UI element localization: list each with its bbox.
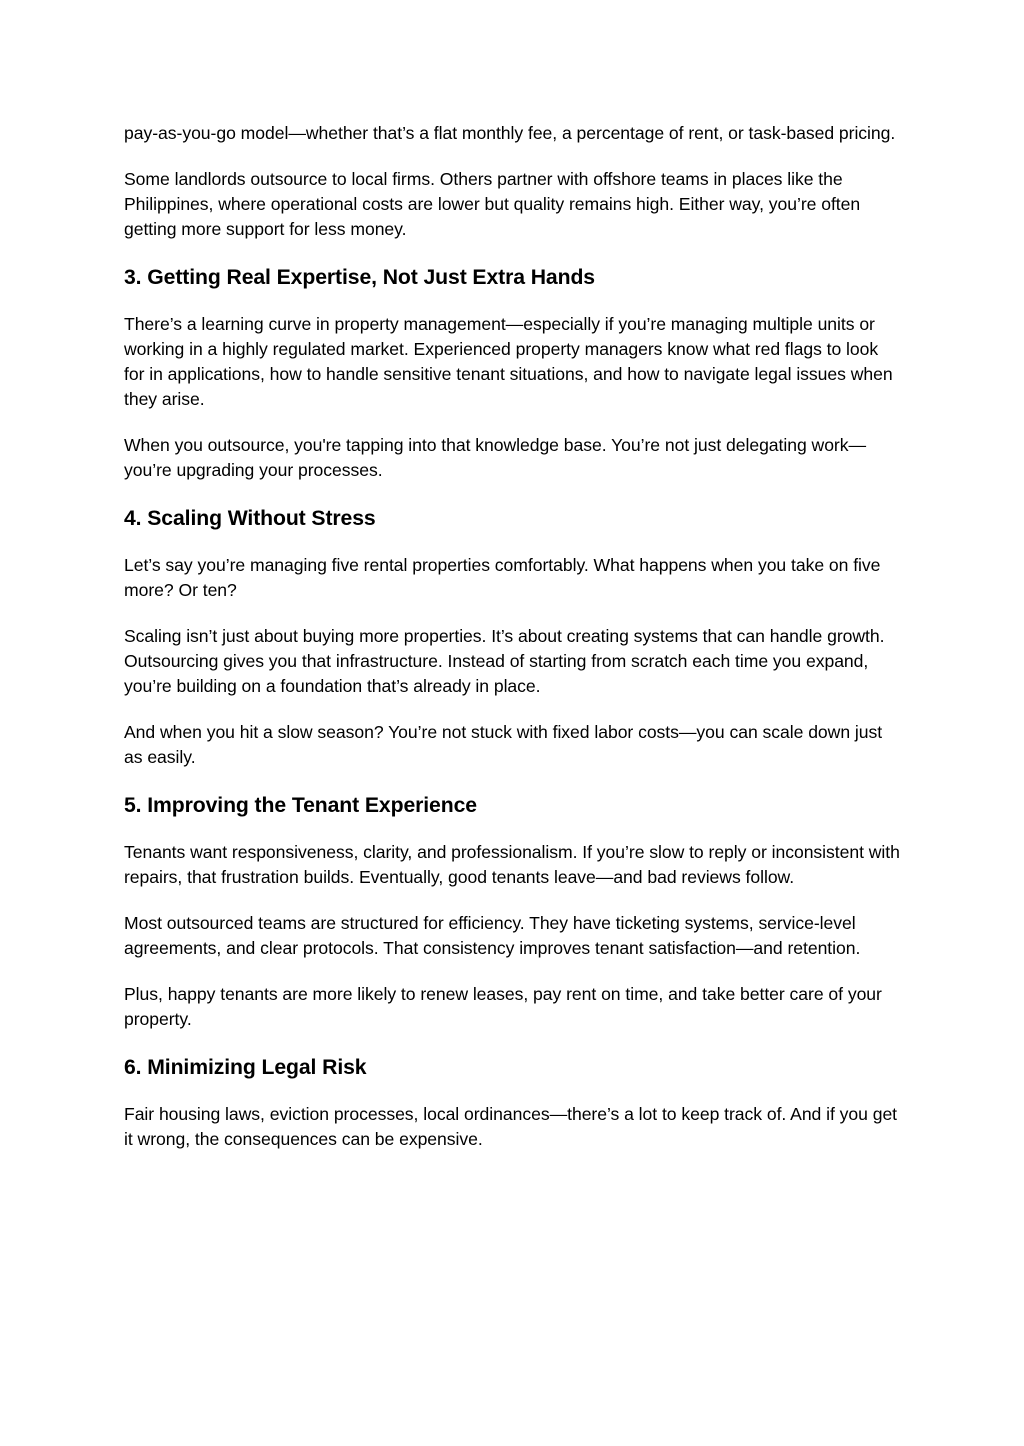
paragraph-tenants-want: Tenants want responsiveness, clarity, and professionalism. If you’re slow to reply or inconsistent with repairs, that frustration builds. Eventually, good tenants leave—and bad reviews follow. [124, 842, 900, 887]
paragraph-happy-tenants: Plus, happy tenants are more likely to renew leases, pay rent on time, and take better care of your property. [124, 984, 882, 1029]
paragraph-fair-housing: Fair housing laws, eviction processes, local ordinances—there’s a lot to keep track of. And if you get it wrong, the consequences can be expensive. [124, 1104, 898, 1149]
heading-real-expertise: 3. Getting Real Expertise, Not Just Extra Hands [124, 266, 595, 289]
paragraph-pricing-models: pay-as-you-go model—whether that’s a flat monthly fee, a percentage of rent, or task-based pricing. [124, 123, 896, 143]
paragraph-slow-season: And when you hit a slow season? You’re not stuck with fixed labor costs—you can scale down just as easily. [124, 722, 883, 767]
heading-scaling: 4. Scaling Without Stress [124, 507, 376, 530]
heading-tenant-experience: 5. Improving the Tenant Experience [124, 794, 477, 817]
paragraph-learning-curve: There’s a learning curve in property management—especially if you’re managing multiple units or working in a highly regulated market. Experienced property managers know what red flags to look for in applications, how to handle sensitive tenant situations, and how to navigate legal issues when they arise. [124, 314, 893, 409]
paragraph-scaling-systems: Scaling isn’t just about buying more properties. It’s about creating systems that can handle growth. Outsourcing gives you that infrastructure. Instead of starting from scratch each time you expand, you’re building on a foundation that’s already in place. [124, 626, 885, 696]
document-page [124, 121, 900, 1173]
paragraph-five-properties: Let’s say you’re managing five rental properties comfortably. What happens when you take on five more? Or ten? [124, 555, 881, 600]
paragraph-outsourced-teams: Most outsourced teams are structured for efficiency. They have ticketing systems, service-level agreements, and clear protocols. That consistency improves tenant satisfaction—and retention. [124, 913, 861, 958]
paragraph-local-offshore: Some landlords outsource to local firms. Others partner with offshore teams in places like the Philippines, where operational costs are lower but quality remains high. Either way, you’re often getting more support for less money. [124, 169, 861, 239]
paragraph-knowledge-base: When you outsource, you're tapping into that knowledge base. You’re not just delegating work—you’re upgrading your processes. [124, 435, 867, 480]
heading-legal-risk: 6. Minimizing Legal Risk [124, 1056, 367, 1079]
